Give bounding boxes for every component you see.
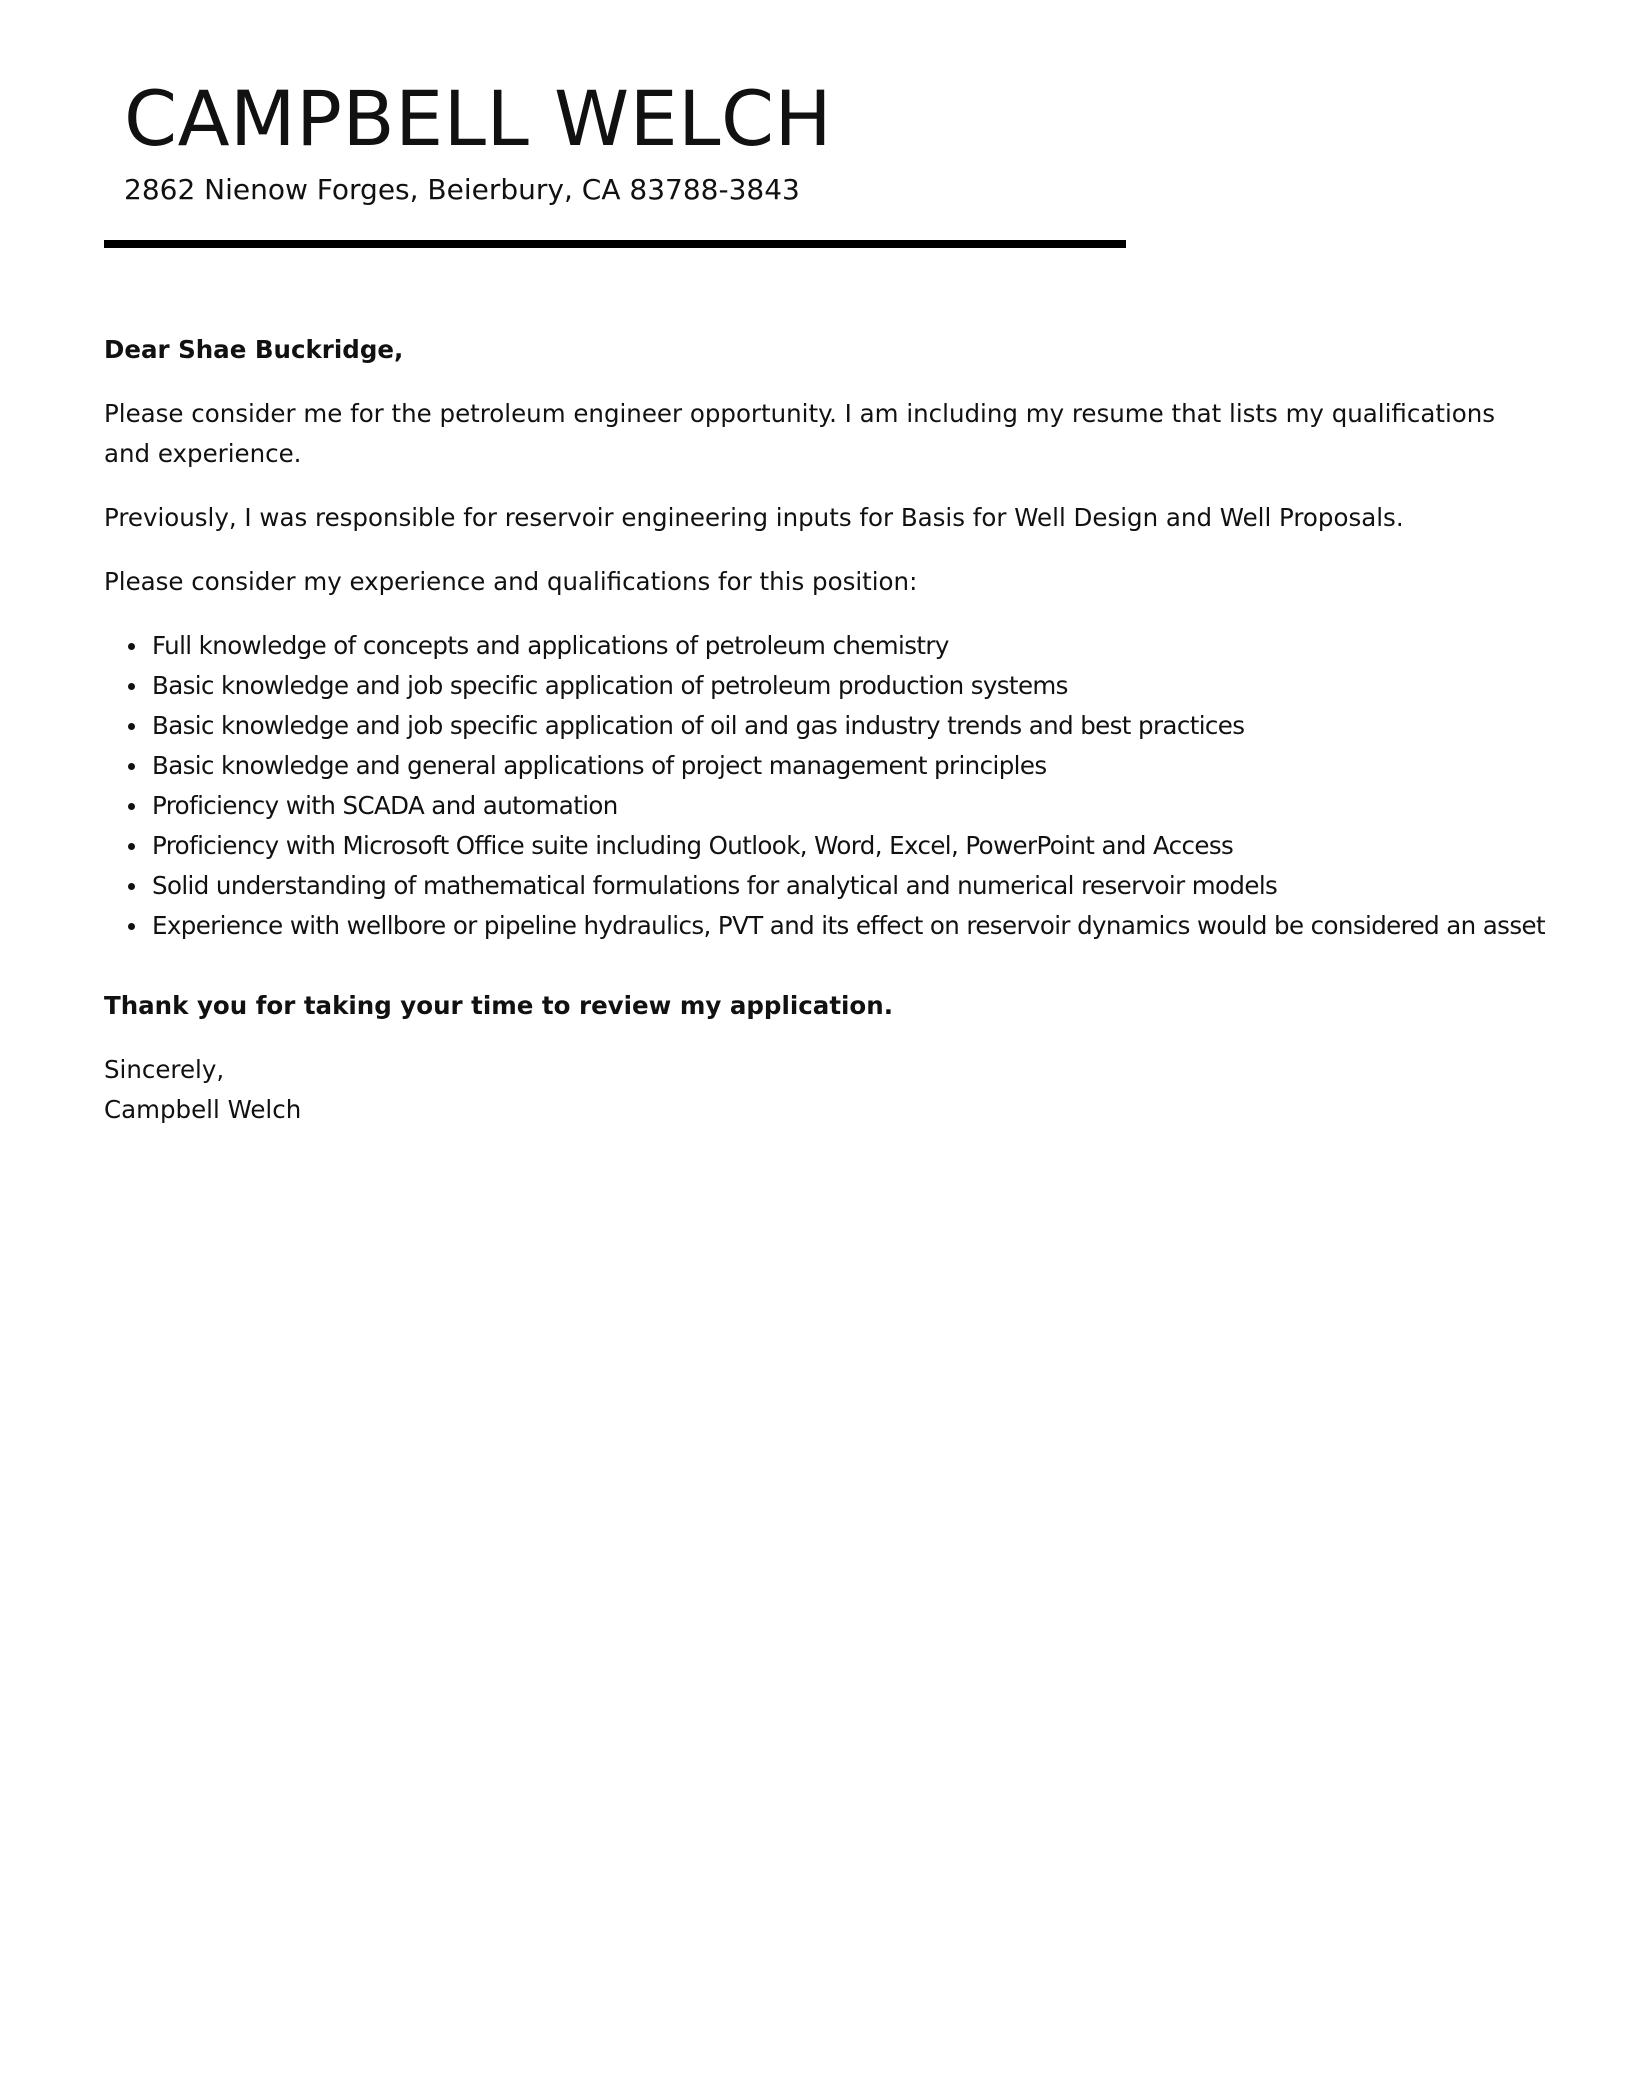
bullet-icon [128, 923, 135, 930]
applicant-address: 2862 Nienow Forges, Beierbury, CA 83788-3843 [124, 173, 800, 206]
applicant-name: CAMPBELL WELCH [124, 74, 833, 163]
list-item [104, 706, 1544, 746]
list-item [104, 906, 1544, 946]
list-item-text: Basic knowledge and general applications of project management principles [152, 751, 1047, 780]
list-item-text: Basic knowledge and job specific application of oil and gas industry trends and best practices [152, 711, 1245, 740]
list-item-text: Proficiency with SCADA and automation [152, 791, 618, 820]
list-item [104, 626, 1544, 666]
list-item-text: Solid understanding of mathematical formulations for analytical and numerical reservoir models [152, 871, 1278, 900]
list-item-text: Full knowledge of concepts and applications of petroleum chemistry [152, 631, 949, 660]
bullet-icon [128, 843, 135, 850]
header-divider [104, 240, 1126, 248]
signature-name: Campbell Welch [104, 1095, 302, 1124]
bullet-icon [128, 723, 135, 730]
list-item [104, 786, 1544, 826]
list-item-text: Basic knowledge and job specific application of petroleum production systems [152, 671, 1068, 700]
list-item [104, 666, 1544, 706]
salutation: Dear Shae Buckridge, [104, 335, 404, 364]
list-item [104, 826, 1544, 866]
list-item-text: Experience with wellbore or pipeline hydraulics, PVT and its effect on reservoir dynamics would be considered an asset [152, 911, 1545, 940]
bullet-icon [128, 683, 135, 690]
list-item [104, 746, 1544, 786]
intro-paragraph: Please consider me for the petroleum engineer opportunity. I am including my resume that lists my qualifications and experience. [104, 399, 1496, 468]
closing: Sincerely, [104, 1055, 225, 1084]
list-item-text: Proficiency with Microsoft Office suite including Outlook, Word, Excel, PowerPoint and Access [152, 831, 1234, 860]
experience-paragraph: Previously, I was responsible for reservoir engineering inputs for Basis for Well Design and Well Proposals. [104, 503, 1404, 532]
qualifications-intro: Please consider my experience and qualifications for this position: [104, 567, 918, 596]
bullet-icon [128, 803, 135, 810]
letter-body [104, 330, 1544, 1130]
thank-you-line: Thank you for taking your time to review my application. [104, 991, 894, 1020]
bullet-icon [128, 763, 135, 770]
bullet-icon [128, 883, 135, 890]
bullet-icon [128, 643, 135, 650]
qualifications-list [104, 626, 1544, 946]
list-item [104, 866, 1544, 906]
